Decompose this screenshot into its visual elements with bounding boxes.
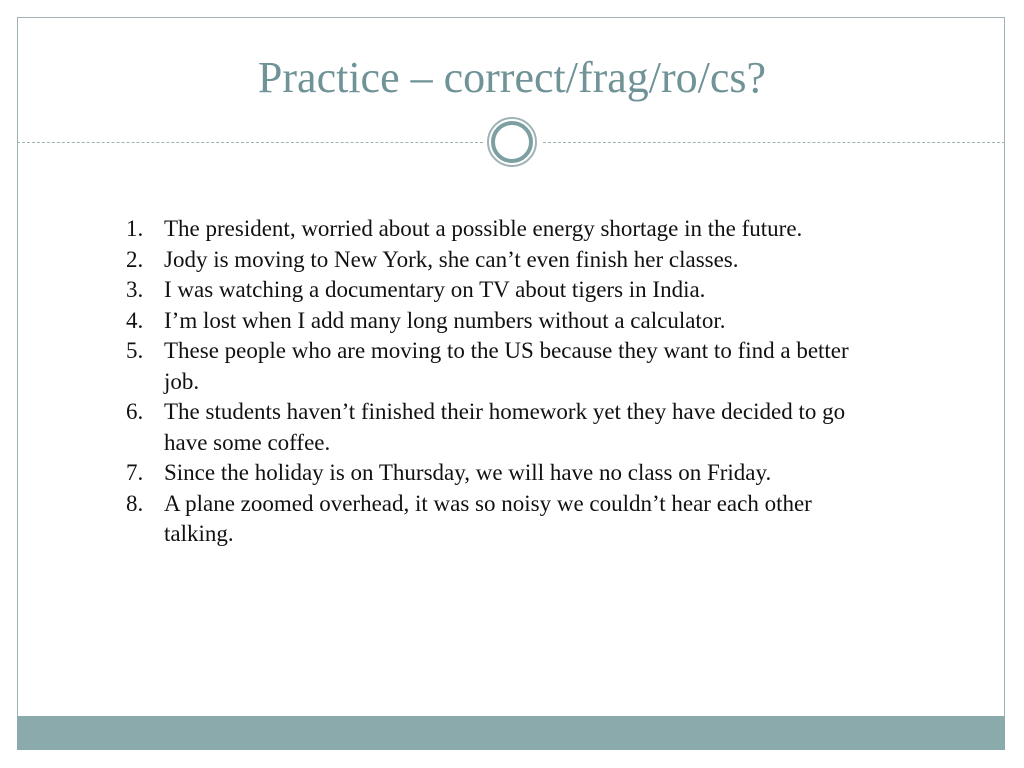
title-divider-right <box>543 142 1005 143</box>
circle-ornament-icon <box>486 116 538 168</box>
list-item <box>126 336 886 397</box>
list-item <box>126 397 886 458</box>
item-number: 1. <box>126 216 144 241</box>
item-number: 7. <box>126 460 144 485</box>
item-text: The students haven’t finished their homework yet they have decided to go have some coffee. <box>164 399 846 455</box>
list-item <box>126 306 886 337</box>
item-number: 6. <box>126 399 144 424</box>
footer-bar <box>17 716 1005 750</box>
slide-title: Practice – correct/frag/ro/cs? <box>257 53 767 102</box>
item-number: 8. <box>126 490 144 516</box>
list-item <box>126 489 886 550</box>
practice-list <box>126 214 886 550</box>
list-item <box>126 458 886 489</box>
item-number: 5. <box>126 338 144 363</box>
item-text: I’m lost when I add many long numbers without a calculator. <box>164 307 726 333</box>
item-number: 3. <box>126 277 144 302</box>
item-text: Since the holiday is on Thursday, we will have no class on Friday. <box>164 460 772 485</box>
list-item <box>126 275 886 306</box>
title-divider-left <box>17 142 483 143</box>
item-text: A plane zoomed overhead, it was so noisy we couldn’t hear each other talking. <box>164 490 812 546</box>
slide-content <box>126 214 886 550</box>
item-text: These people who are moving to the US because they want to find a better job. <box>164 338 849 394</box>
item-number: 4. <box>126 307 144 333</box>
item-number: 2. <box>126 246 144 272</box>
list-item <box>126 214 886 245</box>
list-item <box>126 245 886 276</box>
item-text: Jody is moving to New York, she can’t even finish her classes. <box>164 246 739 272</box>
item-text: The president, worried about a possible energy shortage in the future. <box>164 216 803 241</box>
item-text: I was watching a documentary on TV about tigers in India. <box>164 277 706 302</box>
